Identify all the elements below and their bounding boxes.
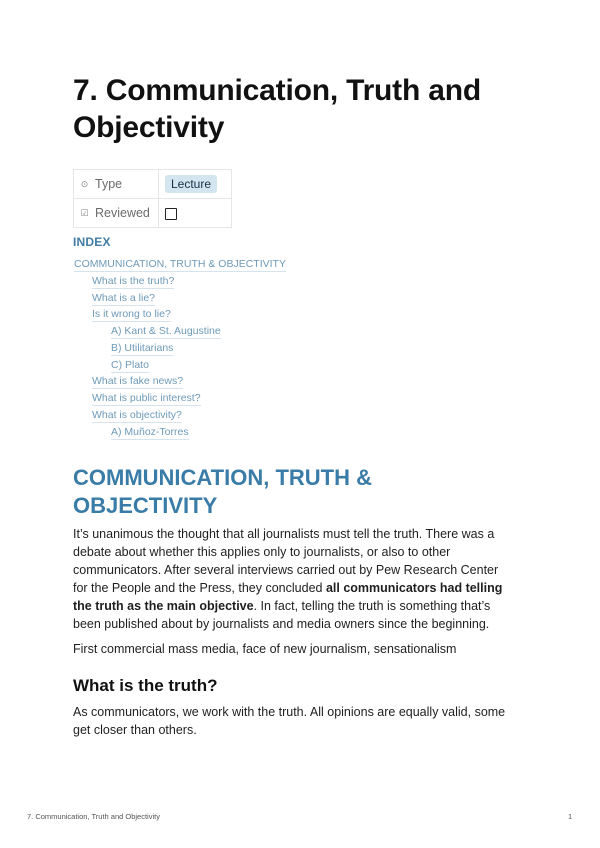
bold-text: all communicators had telling (325, 581, 503, 595)
select-icon: ⊙ (80, 179, 89, 190)
bold-text: the truth as the main objective (73, 599, 254, 613)
footer-title: 7. Communication, Truth and Objectivity (27, 812, 160, 821)
toc-link[interactable]: What is the truth? (92, 275, 175, 287)
property-reviewed-key (74, 199, 159, 228)
paragraph-line: been published about by journalists and media owners since the beginning. (73, 617, 490, 631)
paragraph-line (73, 597, 533, 615)
toc-link[interactable]: COMMUNICATION, TRUTH & OBJECTIVITY (74, 258, 286, 270)
section-heading-communication (73, 464, 533, 520)
intro-paragraph (73, 525, 533, 633)
property-reviewed-value[interactable] (159, 199, 232, 228)
mass-media-paragraph: First commercial mass media, face of new journalism, sensationalism (73, 642, 457, 656)
property-type-row (74, 170, 232, 199)
paragraph-line: debate about whether this applies only to journalists, or also to other (73, 545, 451, 559)
properties-table (73, 169, 232, 228)
paragraph-line: get closer than others. (73, 723, 197, 737)
toc-link[interactable]: A) Muñoz-Torres (111, 426, 189, 438)
section-heading-line: OBJECTIVITY (73, 493, 218, 518)
property-type-label: Type (95, 177, 123, 191)
section-heading-truth: What is the truth? (73, 676, 218, 695)
footer-page-number: 1 (568, 812, 573, 821)
property-reviewed-row (74, 199, 232, 228)
paragraph-text: . In fact, telling the truth is something that’s (253, 599, 491, 613)
reviewed-checkbox[interactable] (165, 208, 177, 220)
toc-link[interactable]: A) Kant & St. Augustine (111, 325, 221, 337)
index-heading: INDEX (73, 235, 111, 249)
paragraph-line: As communicators, we work with the truth. All opinions are equally valid, some (73, 705, 506, 719)
paragraph-line: It’s unanimous the thought that all journalists must tell the truth. There was a (73, 527, 495, 541)
truth-paragraph (73, 703, 533, 739)
toc-link[interactable]: Is it wrong to lie? (92, 308, 171, 320)
toc-link[interactable]: What is fake news? (92, 375, 184, 387)
toc-link[interactable]: B) Utilitarians (111, 342, 174, 354)
toc-link[interactable]: What is a lie? (92, 292, 156, 304)
property-type-key (74, 170, 159, 199)
type-tag[interactable]: Lecture (165, 175, 217, 193)
checkbox-icon: ☑ (80, 208, 89, 219)
paragraph-line: communicators. After several interviews carried out by Pew Research Center (73, 563, 499, 577)
toc-link[interactable]: C) Plato (111, 359, 149, 371)
property-type-value[interactable] (159, 170, 232, 199)
page-title: 7. Communication, Truth and Objectivity (73, 74, 481, 144)
toc-link[interactable]: What is objectivity? (92, 409, 182, 421)
property-reviewed-label: Reviewed (95, 206, 150, 220)
paragraph-line (73, 579, 533, 597)
toc-link[interactable]: What is public interest? (92, 392, 201, 404)
paragraph-text: for the People and the Press, they concluded (73, 581, 326, 595)
section-heading-line: COMMUNICATION, TRUTH & (73, 465, 372, 490)
